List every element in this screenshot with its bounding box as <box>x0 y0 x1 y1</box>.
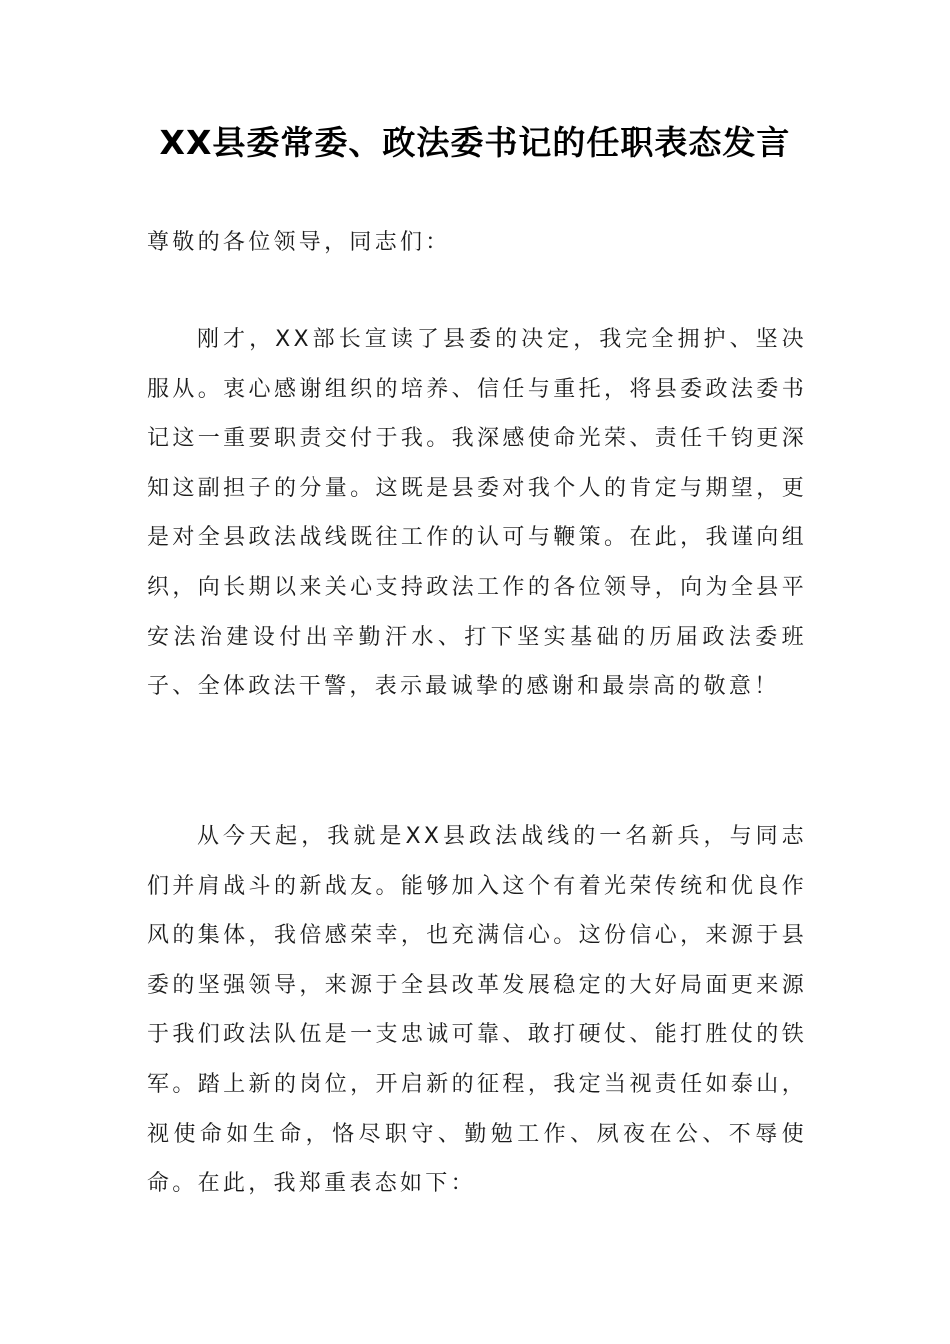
document-title: XX县委常委、政法委书记的任职表态发言 <box>159 123 791 162</box>
paragraph-2: 从今天起，我就是XX县政法战线的一名新兵，与同志们并肩战斗的新战友。能够加入这个有着光荣传统和优良作风的集体，我倍感荣幸，也充满信心。这份信心，来源于县委的坚强领导，来源于全县改革发展稳定的大好局面更来源于我们政法队伍是一支忠诚可靠、敢打硬仗、能打胜仗的铁军。踏上新的岗位，开启新的征程，我定当视责任如泰山，视使命如生命，恪尽职守、勤勉工作、夙夜在公、不辱使命。在此，我郑重表态如下： <box>147 824 807 1197</box>
paragraph-1: 刚才，XX部长宣读了县委的决定，我完全拥护、坚决服从。衷心感谢组织的培养、信任与重托，将县委政法委书记这一重要职责交付于我。我深感使命光荣、责任千钧更深知这副担子的分量。这既是县委对我个人的肯定与期望，更是对全县政法战线既往工作的认可与鞭策。在此，我谨向组织，向长期以来关心支持政法工作的各位领导，向为全县平安法治建设付出辛勤汗水、打下坚实基础的历届政法委班子、全体政法干警，表示最诚挚的感谢和最崇高的敬意！ <box>147 327 807 700</box>
salutation: 尊敬的各位领导，同志们： <box>147 230 451 255</box>
